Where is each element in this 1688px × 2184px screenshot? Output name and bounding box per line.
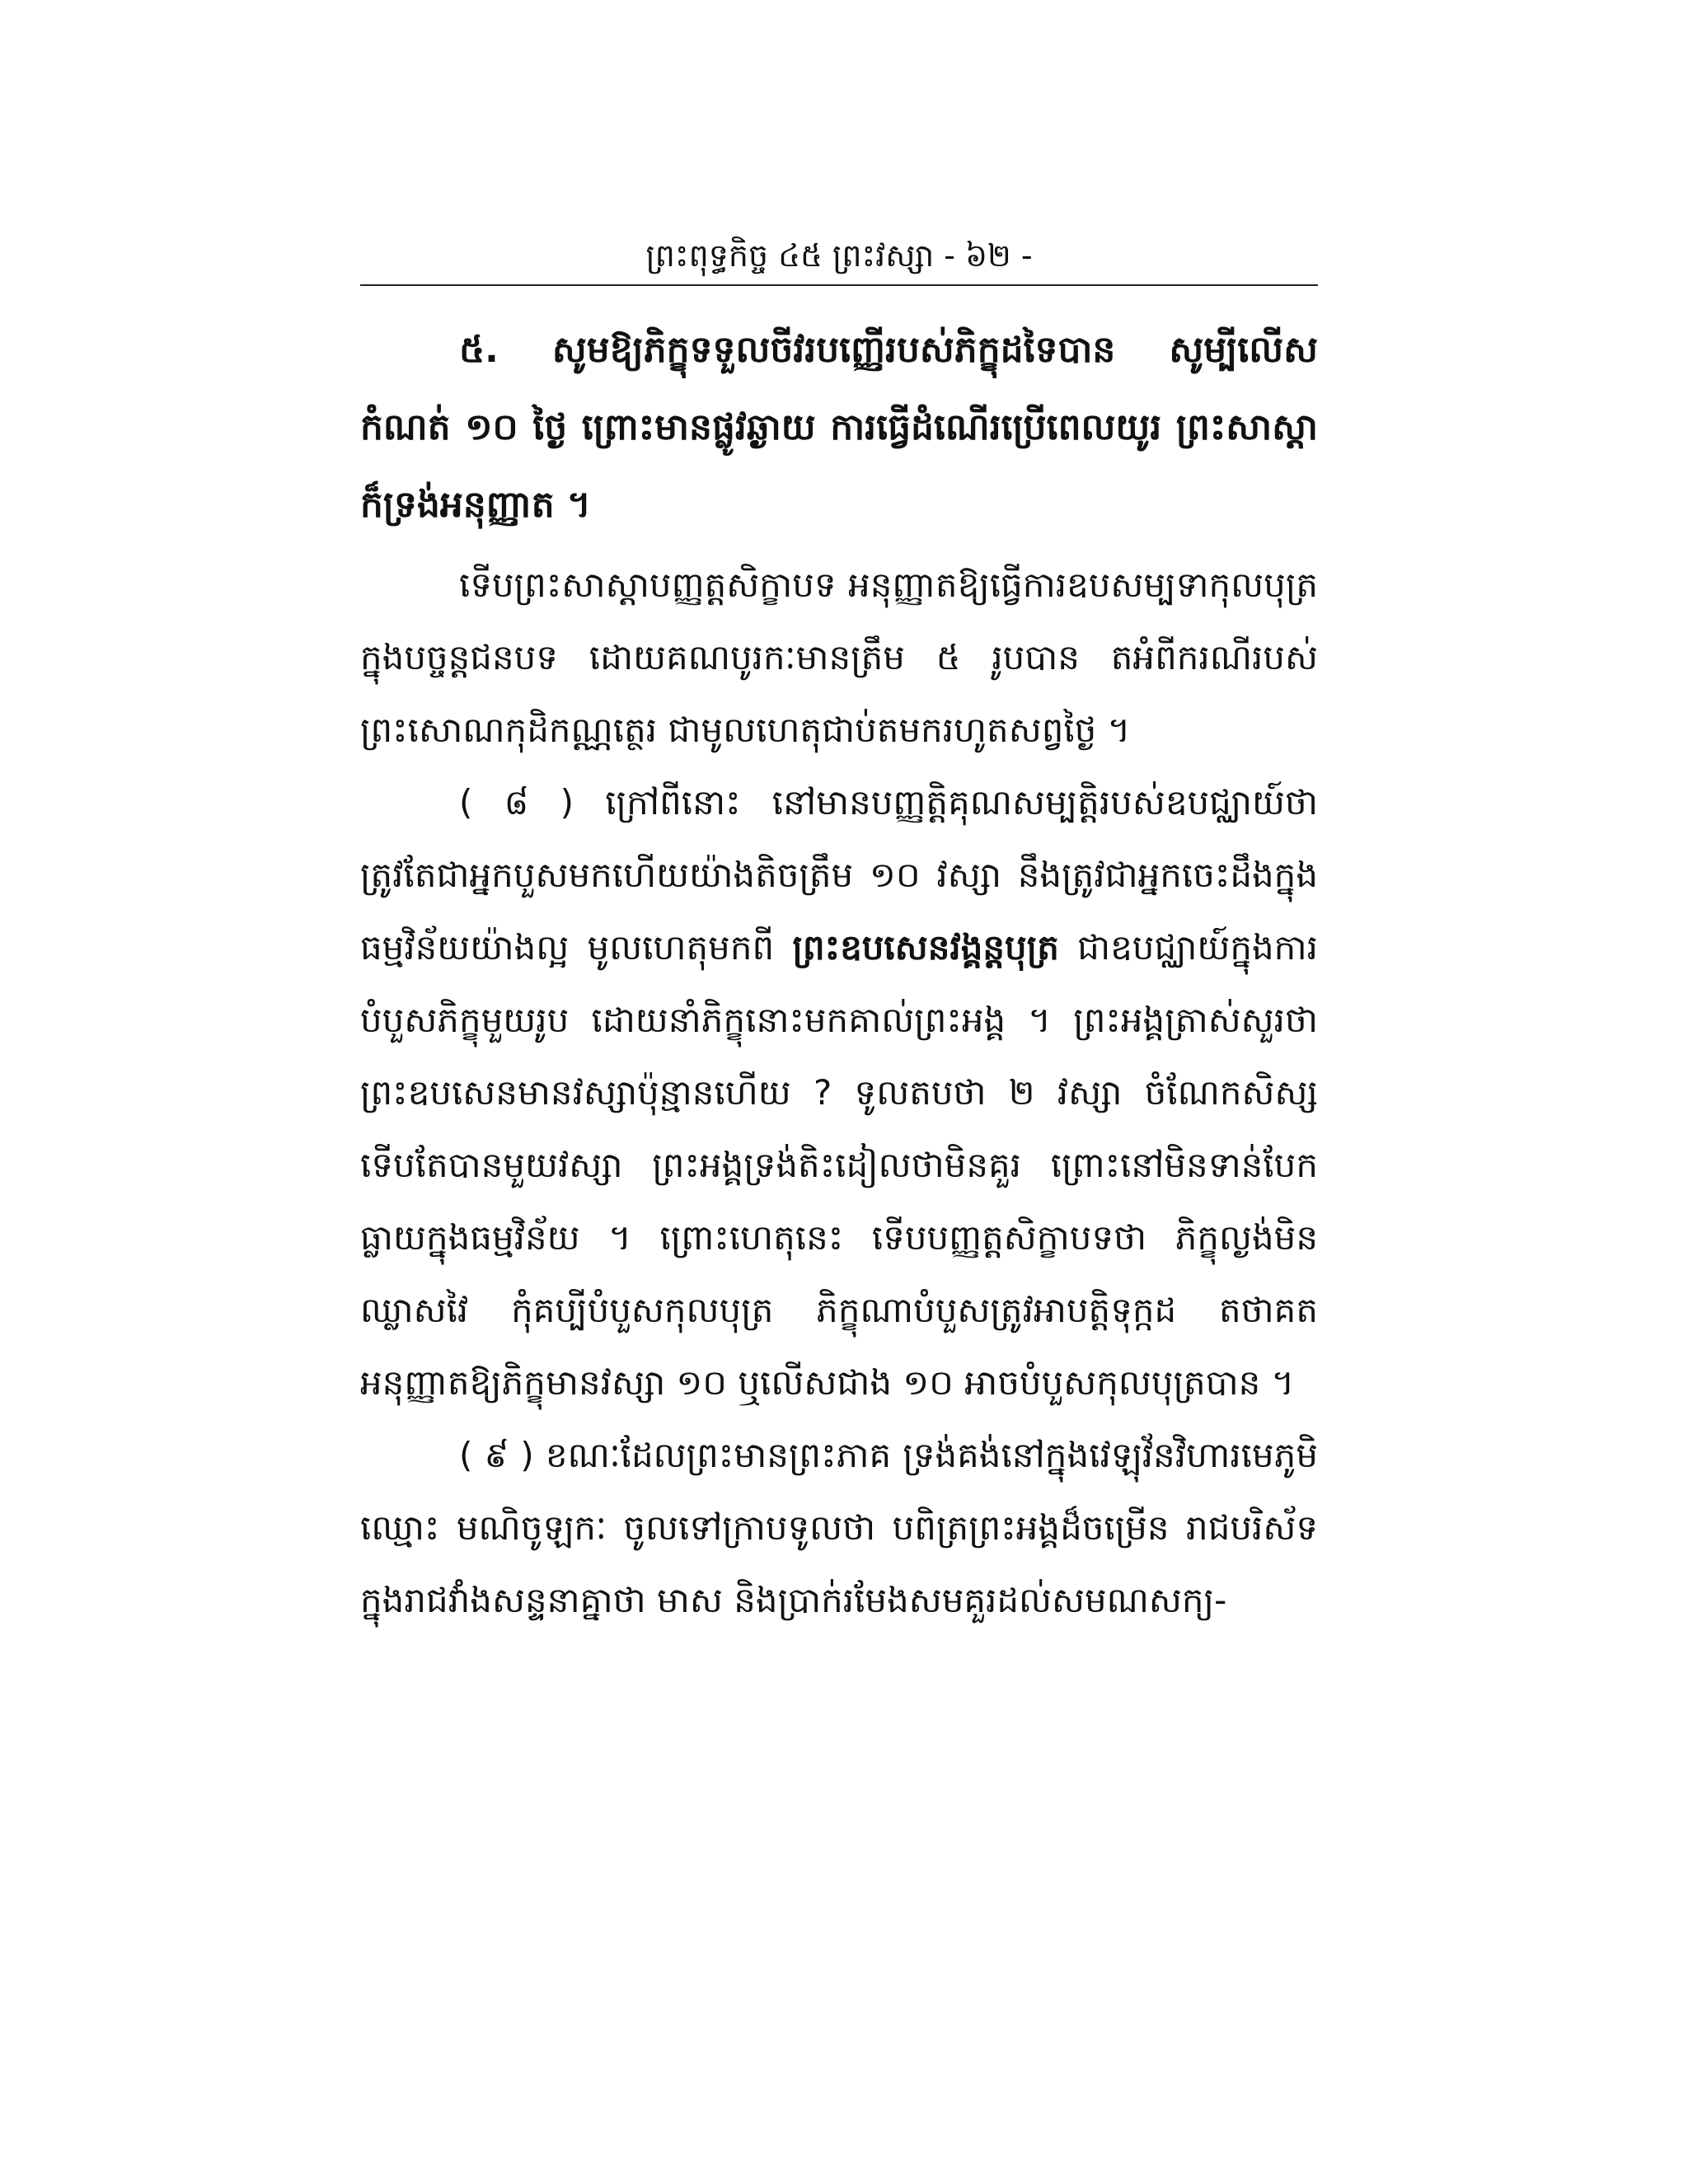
paragraph-8-text-b: ជាឧបជ្ឈាយ៍ក្នុងការបំបួសភិក្ខុមួយរូប ដោយនាំភិក្ខុនោះមកគាល់ព្រះអង្គ ។ ព្រះអង្គត្រាស់សួរថា ព្រះឧបសេនមានវស្សាប៉ុន្មានហើយ ? ទូលតបថា ២ វស្សា ចំណែកសិស្សទើបតែបានមួយវស្សា ព្រះអង្គទ្រង់តិះដៀលថាមិនគួរ ព្រោះនៅមិនទាន់បែកធ្លាយក្នុងធម្មវិន័យ ។ ព្រោះហេតុនេះ ទើបបញ្ញត្តសិក្ខាបទថា ភិក្ខុល្ងង់មិនឈ្លាសវៃ កុំគប្បីបំបួសកុលបុត្រ ភិក្ខុណាបំបួសត្រូវអាបត្តិទុក្កដ តថាគតអនុញ្ញាតឱ្យភិក្ខុមានវស្សា ១០ ឬលើសជាង ១០ អាចបំបួសកុលបុត្របាន ។ — [360, 927, 1318, 1403]
running-header: ព្រះពុទ្ធកិច្ច ៤៥ ព្រះវស្សា - ៦២ - — [645, 237, 1033, 274]
paragraph-8-text-a: ( ៨ ) ក្រៅពីនោះ នៅមានបញ្ញត្តិគុណសម្បត្តិរបស់ឧបជ្ឈាយ៍ថា ត្រូវតែជាអ្នកបួសមកហើយយ៉ាងតិចត្រឹម ១០ វស្សា នឹងត្រូវជាអ្នកចេះដឹងក្នុងធម្មវិន័យយ៉ាងល្អ មូលហេតុមកពី — [360, 782, 1318, 968]
upasena-name: ព្រះឧបសេនវង្គន្តបុត្រ — [792, 927, 1059, 968]
header-rule — [360, 284, 1318, 286]
paragraph-8 — [360, 766, 1318, 1419]
paragraph-sikkhapada: ទើបព្រះសាស្តាបញ្ញត្តសិក្ខាបទ អនុញ្ញាតឱ្យធ្វើការឧបសម្បទាកុលបុត្រក្នុងបច្ចន្តជនបទ ដោយគណបូរកៈមានត្រឹម ៥ រូបបាន តអំពីករណីរបស់ព្រះសោណកុដិកណ្ណត្ថេរ ជាមូលហេតុជាប់តមករហូតសព្វថ្ងៃ ។ — [360, 565, 1318, 750]
paragraph-9: ( ៩ ) ខណៈដែលព្រះមានព្រះភាគ ទ្រង់គង់នៅក្នុងវេឡុវ័នវិហារមេភូមិឈ្មោះ មណិចូឡកៈ ចូលទៅក្រាបទូលថា បពិត្រព្រះអង្គដ៏ចម្រើន រាជបរិស័ទក្នុងរាជវាំងសន្ទនាគ្នាថា មាស និងប្រាក់រមែងសមគួរដល់សមណសក្យ- — [360, 1435, 1318, 1620]
item-5-heading: ៥. សូមឱ្យភិក្ខុទទួលចីវរបញ្ញើរបស់ភិក្ខុដទៃបាន សូម្បីលើសកំណត់ ១០ ថ្ងៃ ព្រោះមានផ្លូវឆ្ងាយ ការធ្វើដំណើរប្រើពេលយូរ ព្រះសាស្តាក៏ទ្រង់អនុញ្ញាត ។ — [360, 329, 1318, 526]
body-text — [360, 312, 1318, 1637]
